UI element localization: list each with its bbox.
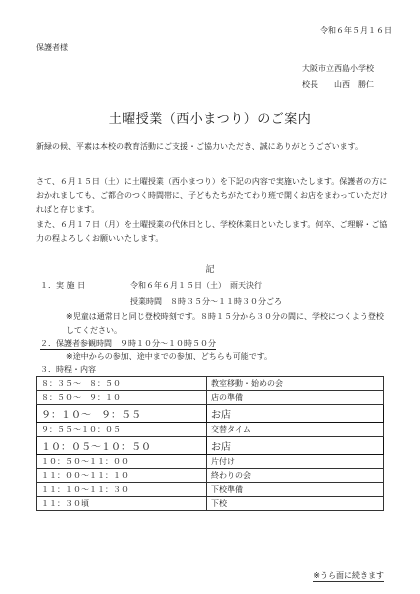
greeting-paragraph: 新緑の候、平素は本校の教育活動にご支援・ご協力いただき、誠にありがとうございます。 xyxy=(36,142,364,151)
schedule-content: 店の準備 xyxy=(207,391,384,405)
schedule-content: 交替タイム xyxy=(207,423,384,437)
principal xyxy=(302,79,374,90)
item1-hours: 授業時間 ８時３５分～１１時３０分ごろ xyxy=(130,297,282,306)
issue-date: 令和６年５月１６日 xyxy=(320,26,392,35)
schedule-time: １１：００～１１：１０ xyxy=(37,469,207,483)
schedule-time: １０：５０～１１：００ xyxy=(37,455,207,469)
schedule-content: 下校 xyxy=(207,497,384,511)
ki-heading: 記 xyxy=(205,265,215,275)
table-row xyxy=(37,377,384,391)
principal-title: 校長 xyxy=(302,80,318,89)
schedule-time: ９：５５～１０：０５ xyxy=(37,423,207,437)
holiday-paragraph: また、６月１７日（月）を土曜授業の代休日とし、学校休業日といたします。何卒、ご理解・ご協力の程よろしくお願いいたします。 xyxy=(36,220,388,243)
page-title: 土曜授業（西小まつり）のご案内 xyxy=(108,112,312,127)
schedule-time: ８：５０～ ９：１０ xyxy=(37,391,207,405)
schedule-content: 下校準備 xyxy=(207,483,384,497)
schedule-content: 終わりの会 xyxy=(207,469,384,483)
item2-note: ※途中からの参加、途中までの参加、どちらも可能です。 xyxy=(66,352,273,361)
schedule-time: １０：０５～１０：５０ xyxy=(37,437,207,455)
school-name: 大阪市立西島小学校 xyxy=(302,64,374,73)
schedule-time: １１：１０～１１：３０ xyxy=(37,483,207,497)
table-row xyxy=(37,497,384,511)
schedule-content: お店 xyxy=(207,437,384,455)
schedule-content: 片付け xyxy=(207,455,384,469)
table-row xyxy=(37,455,384,469)
item2-label: ２．保護者参観時間 ９時１０分～１０時５０分 xyxy=(40,339,216,348)
schedule-content: 教室移動・始めの会 xyxy=(207,377,384,391)
table-row xyxy=(37,483,384,497)
item1-label: １．実 施 日 xyxy=(40,281,86,290)
continued-note: ※うら面に続きます xyxy=(313,571,384,580)
schedule-table xyxy=(36,376,384,511)
schedule-time: ８：３５～ ８：５０ xyxy=(37,377,207,391)
item1-date: 令和６年６月１５日（土） 雨天決行 xyxy=(130,281,262,290)
table-row xyxy=(37,423,384,437)
principal-name: 山西 勝仁 xyxy=(334,80,374,89)
schedule-content: お店 xyxy=(207,405,384,423)
schedule-time: １１：３０頃 xyxy=(37,497,207,511)
item3-label: ３．時程・内容 xyxy=(40,365,96,374)
table-row xyxy=(37,437,384,455)
event-paragraph: さて、６月１５日（土）に土曜授業（西小まつり）を下記の内容で実施いたします。保護者の方におかれましても、ご都合のつく時間帯に、子どもたちがたてわり班で開くお店をまわっていただければと存じます。 xyxy=(36,177,388,214)
schedule-time: ９：１０～ ９：５５ xyxy=(37,405,207,423)
table-row xyxy=(37,391,384,405)
recipient: 保護者様 xyxy=(36,43,68,52)
table-row xyxy=(37,405,384,423)
item1-note: ※児童は通常日と同じ登校時刻です。８時１５分から３０分の間に、学校につくよう登校してください。 xyxy=(66,312,384,335)
table-row xyxy=(37,469,384,483)
